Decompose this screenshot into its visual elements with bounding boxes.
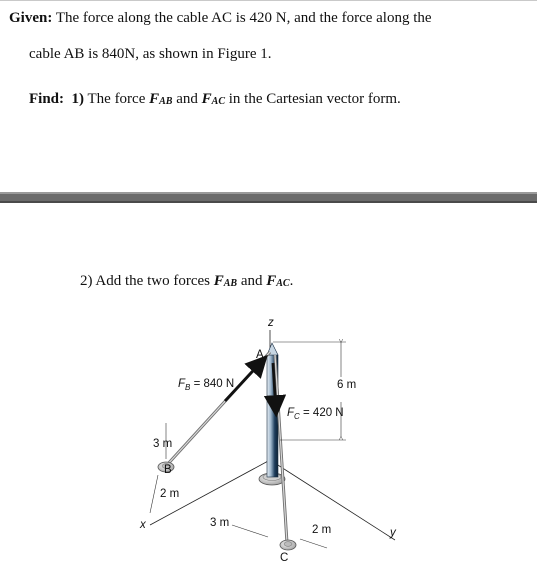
dim-3m-bottom-label: 3 m xyxy=(210,517,230,529)
find-f-ab: F xyxy=(149,91,160,107)
find-label: Find: xyxy=(29,91,65,107)
task-2-and: and xyxy=(237,273,267,289)
y-axis xyxy=(270,460,395,540)
task-2-f-ab: F xyxy=(213,273,224,289)
task-2-ac-sub: AC xyxy=(276,278,290,289)
task-2-prefix: 2) Add the two forces xyxy=(80,273,214,289)
point-c-label: C xyxy=(280,552,289,564)
task-2-ab-sub: AB xyxy=(223,278,238,289)
page-separator xyxy=(0,192,537,203)
figure-1-diagram xyxy=(120,315,410,565)
point-b-label: B xyxy=(164,464,172,476)
find-f-ac: F xyxy=(201,91,212,107)
given-line-2 xyxy=(29,45,271,63)
x-axis-label: x xyxy=(140,519,146,531)
task-2-suffix: . xyxy=(289,273,294,289)
find-and: and xyxy=(172,91,202,107)
dim-3m-vertical-label: 3 m xyxy=(153,438,173,450)
task-2-f-ac: F xyxy=(266,273,277,289)
given-label: Given: xyxy=(9,10,53,26)
given-line-1 xyxy=(9,9,432,27)
y-axis-label: y xyxy=(390,527,396,539)
find-item-1-suffix: in the Cartesian vector form. xyxy=(225,91,401,107)
force-fc-label: $F_C = 420$ N xyxy=(287,407,344,421)
given-text-2: cable AB is 840N, as shown in Figure 1. xyxy=(29,46,272,62)
find-line: Find: 1) The force FAB and FAC in the Cartesian vector form. xyxy=(29,91,401,107)
find-ac-sub: AC xyxy=(211,96,226,107)
find-ab-sub: AB xyxy=(159,96,173,107)
page-top-border xyxy=(0,0,537,1)
dim-2m-right-label: 2 m xyxy=(312,524,332,536)
force-fb-label: $F_B = 840$ N xyxy=(178,378,235,392)
dim-2m-left-label: 2 m xyxy=(160,488,180,500)
dim-6m-label: 6 m xyxy=(337,379,357,391)
find-item-1-prefix: The force xyxy=(84,91,150,107)
task-2-line xyxy=(80,272,293,292)
point-a-label: A xyxy=(256,349,264,361)
page-upper xyxy=(0,0,537,192)
given-text-1: The force along the cable AC is 420 N, and the force along the xyxy=(55,10,432,26)
z-axis-label: z xyxy=(268,317,274,329)
